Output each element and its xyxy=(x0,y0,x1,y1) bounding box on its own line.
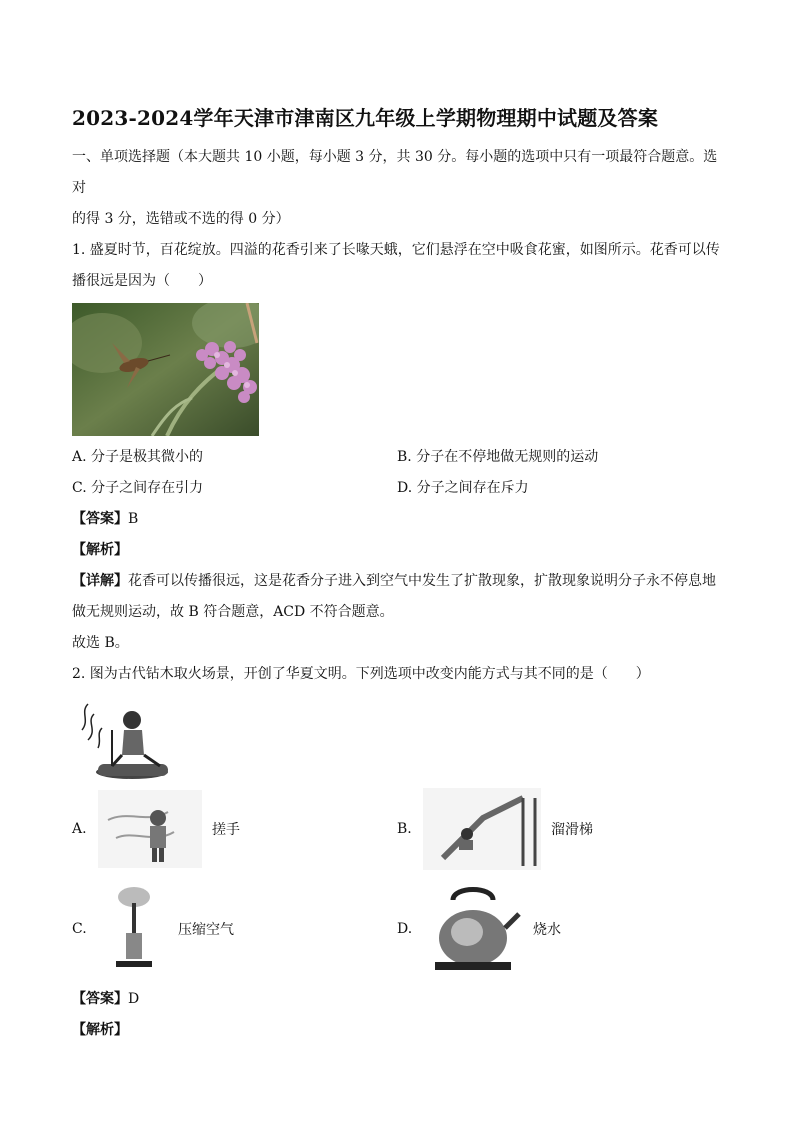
q2-option-a[interactable]: A. 搓手 xyxy=(72,788,397,870)
q1-detail-text1: 花香可以传播很远，这是花香分子进入到空气中发生了扩散现象，扩散现象说明分子永不停息地 xyxy=(128,573,716,589)
q2-options xyxy=(72,788,722,978)
q1-option-c[interactable]: C. 分子之间存在引力 xyxy=(72,480,204,496)
q1-answer-value: B xyxy=(128,511,139,527)
q2-answer-value: D xyxy=(128,991,140,1007)
q1-stem-line2: 播很远是因为（ ） xyxy=(72,273,212,289)
q2-answer xyxy=(72,984,722,1015)
slide-icon xyxy=(423,788,541,870)
q2-option-c[interactable]: C. 压缩空气 xyxy=(72,880,397,978)
fire-drilling-illustration xyxy=(72,700,190,782)
section-instructions-line1: 一、单项选择题（本大题共 10 小题，每小题 3 分，共 30 分。每小题的选项中只有一项最符合题意。选对 xyxy=(72,149,718,196)
q1-answer-label: 【答案】 xyxy=(72,511,128,527)
q1-conclusion: 故选 B。 xyxy=(72,635,129,651)
q1-option-a[interactable]: A. 分子是极其微小的 xyxy=(72,449,204,465)
q2-option-b[interactable]: B. 溜滑梯 xyxy=(397,788,722,870)
document-title: 2023-2024学年天津市津南区九年级上学期物理期中试题及答案 xyxy=(72,106,659,130)
kettle-icon xyxy=(423,880,523,978)
q1-detail-line1 xyxy=(72,566,722,597)
q1-options xyxy=(72,442,722,504)
rubbing-hands-icon xyxy=(98,790,202,868)
q1-detail-label: 【详解】 xyxy=(72,573,128,589)
q1-analysis-label: 【解析】 xyxy=(72,542,128,558)
q1-option-d[interactable]: D. 分子之间存在斥力 xyxy=(397,480,529,496)
q1-stem-line1: 1. 盛夏时节，百花绽放。四溢的花香引来了长喙天蛾，它们悬浮在空中吸食花蜜，如图所示。花香可以传 xyxy=(72,242,720,258)
q2-stem: 2. 图为古代钻木取火场景，开创了华夏文明。下列选项中改变内能方式与其不同的是（ ） xyxy=(72,666,650,682)
q1-option-b[interactable]: B. 分子在不停地做无规则的运动 xyxy=(397,449,599,465)
air-compression-icon xyxy=(98,883,168,975)
q2-answer-label: 【答案】 xyxy=(72,991,128,1007)
q2-analysis-label: 【解析】 xyxy=(72,1022,128,1038)
q1-answer xyxy=(72,504,722,535)
q2-option-d[interactable]: D. 烧水 xyxy=(397,880,722,978)
hawkmoth-flower-photo xyxy=(72,303,259,436)
q1-detail-line2: 做无规则运动，故 B 符合题意，ACD 不符合题意。 xyxy=(72,604,394,620)
section-instructions-line2: 的得 3 分，选错或不选的得 0 分） xyxy=(72,211,290,227)
document-page xyxy=(72,104,722,1046)
